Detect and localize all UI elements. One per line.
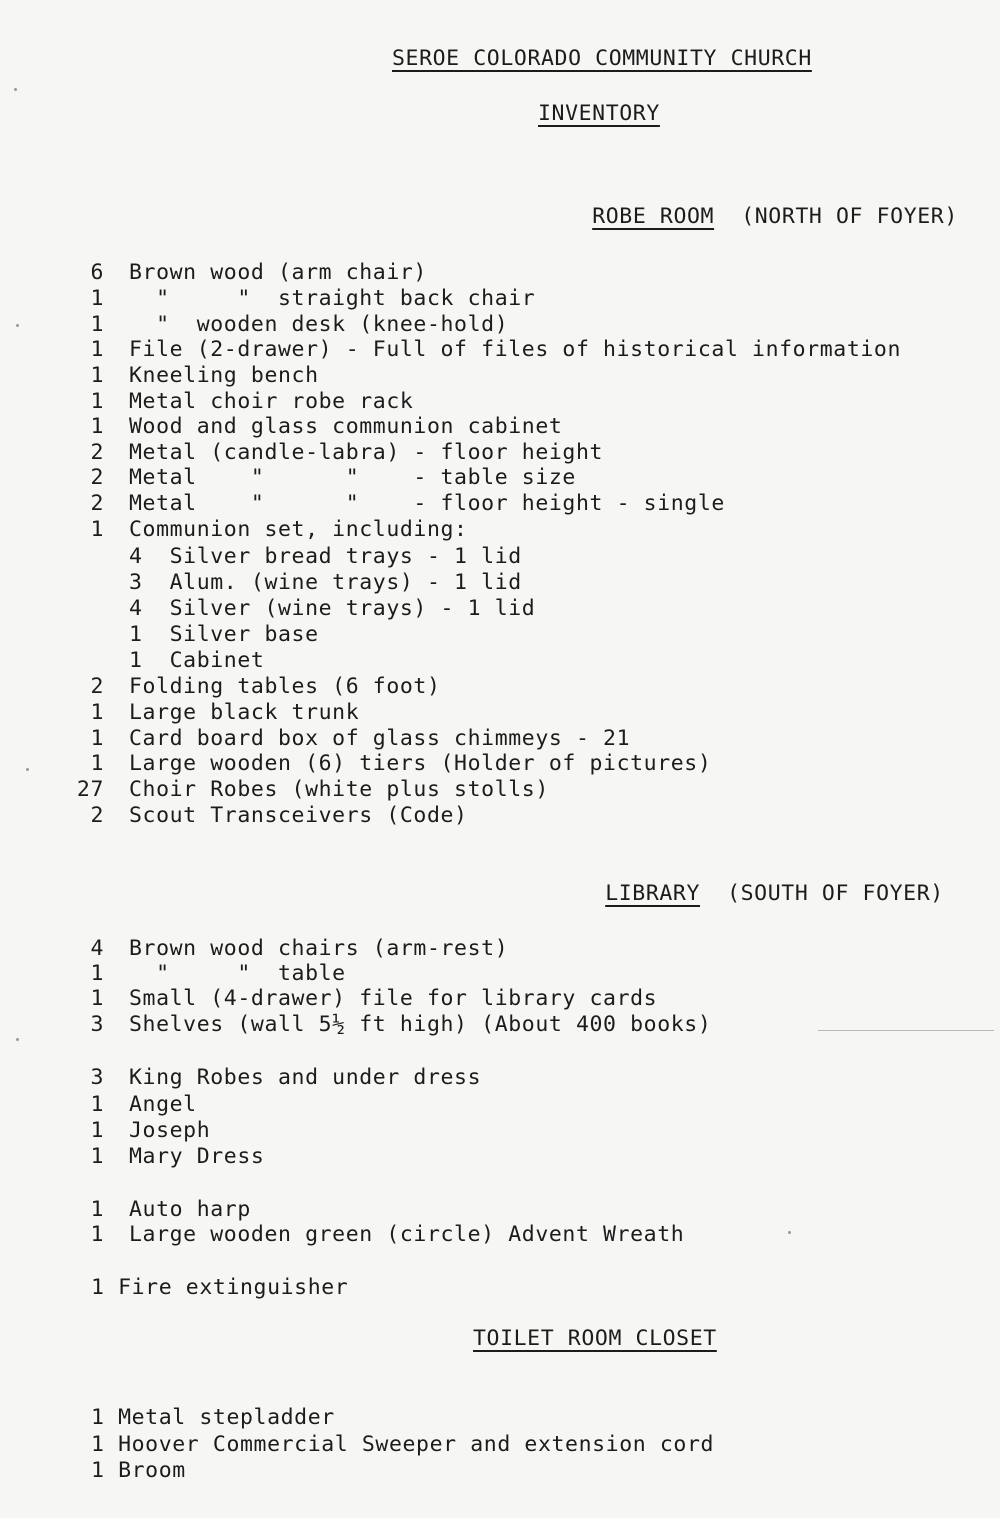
item-qty: 1 (90, 414, 104, 439)
item-qty: 1 (90, 751, 104, 776)
item-qty: 1 (90, 389, 104, 414)
item-text: King Robes and under dress (129, 1065, 482, 1090)
section-heading-robe-room (538, 178, 958, 256)
item-text: Brown wood (arm chair) (129, 260, 427, 285)
item-text: File (2-drawer) - Full of files of historical information (129, 337, 902, 362)
scan-speck (16, 1038, 19, 1041)
item-text: Large wooden (6) tiers (Holder of pictures) (129, 751, 712, 776)
item-text: Large wooden green (circle) Advent Wreath (129, 1222, 685, 1247)
item-qty: 2 (90, 674, 104, 699)
scan-speck (26, 768, 29, 771)
sub-item-text: 3 Alum. (wine trays) - 1 lid (129, 570, 522, 595)
item-text: Metal choir robe rack (129, 389, 414, 414)
item-text: Metal " " - floor height - single (129, 491, 725, 516)
item-qty: 1 (90, 1092, 104, 1117)
scan-speck (788, 1231, 791, 1234)
item-text: Metal " " - table size (129, 465, 576, 490)
item-text: " " straight back chair (129, 286, 536, 311)
item-text: Shelves (wall 5½ ft high) (About 400 books) (129, 1012, 712, 1037)
sub-item-text: 4 Silver (wine trays) - 1 lid (129, 596, 536, 621)
list-item: 1 Hoover Commercial Sweeper and extension cord (91, 1432, 715, 1457)
item-qty: 2 (90, 465, 104, 490)
item-text: " wooden desk (knee-hold) (129, 312, 509, 337)
item-qty: 3 (90, 1012, 104, 1037)
item-qty: 1 (90, 961, 104, 986)
item-text: Kneeling bench (129, 363, 319, 388)
item-text: Choir Robes (white plus stolls) (129, 777, 549, 802)
scan-speck (16, 324, 19, 327)
item-text: Joseph (129, 1118, 211, 1143)
item-text: Card board box of glass chimmeys - 21 (129, 726, 631, 751)
item-qty: 2 (90, 491, 104, 516)
org-title: SEROE COLORADO COMMUNITY CHURCH (392, 46, 812, 71)
item-qty: 6 (90, 260, 104, 285)
sub-item-text: 1 Cabinet (129, 648, 265, 673)
item-text: " " table (129, 961, 346, 986)
item-qty: 1 (90, 1118, 104, 1143)
item-qty: 1 (90, 1197, 104, 1222)
item-text: Metal (candle-labra) - floor height (129, 440, 604, 465)
item-text: Folding tables (6 foot) (129, 674, 441, 699)
item-text: Communion set, including: (129, 517, 468, 542)
item-text: Small (4-drawer) file for library cards (129, 986, 658, 1011)
sub-item-text: 1 Silver base (129, 622, 319, 647)
item-qty: 1 (90, 726, 104, 751)
item-text: Brown wood chairs (arm-rest) (129, 936, 509, 961)
section-heading-library (551, 855, 944, 933)
list-item: 1 Broom (91, 1458, 186, 1483)
item-qty: 3 (90, 1065, 104, 1090)
item-text: Scout Transceivers (Code) (129, 803, 468, 828)
item-qty: 27 (76, 777, 104, 802)
item-qty: 1 (90, 312, 104, 337)
section-location: (NORTH OF FOYER) (741, 204, 958, 229)
item-text: Mary Dress (129, 1144, 265, 1169)
item-text: Large black trunk (129, 700, 360, 725)
item-qty: 1 (90, 517, 104, 542)
item-text: Angel (129, 1092, 197, 1117)
item-qty: 1 (90, 986, 104, 1011)
item-qty: 2 (90, 803, 104, 828)
item-qty: 1 (90, 1222, 104, 1247)
item-qty: 1 (90, 363, 104, 388)
scan-mark (818, 1030, 994, 1031)
item-qty: 1 (90, 337, 104, 362)
fire-extinguisher-line: 1 Fire extinguisher (91, 1275, 349, 1300)
item-qty: 1 (90, 1144, 104, 1169)
section-heading-label: LIBRARY (605, 881, 700, 906)
sub-item-text: 4 Silver bread trays - 1 lid (129, 544, 522, 569)
section-heading-label: ROBE ROOM (592, 204, 715, 229)
item-qty: 4 (90, 936, 104, 961)
scan-speck (14, 88, 17, 91)
section-heading-toilet-room-closet: TOILET ROOM CLOSET (473, 1326, 717, 1351)
list-item: 1 Metal stepladder (91, 1405, 335, 1430)
item-text: Wood and glass communion cabinet (129, 414, 563, 439)
item-qty: 1 (90, 700, 104, 725)
item-qty: 1 (90, 286, 104, 311)
item-qty: 2 (90, 440, 104, 465)
doc-title: INVENTORY (538, 101, 660, 126)
section-location: (SOUTH OF FOYER) (727, 881, 944, 906)
item-text: Auto harp (129, 1197, 251, 1222)
